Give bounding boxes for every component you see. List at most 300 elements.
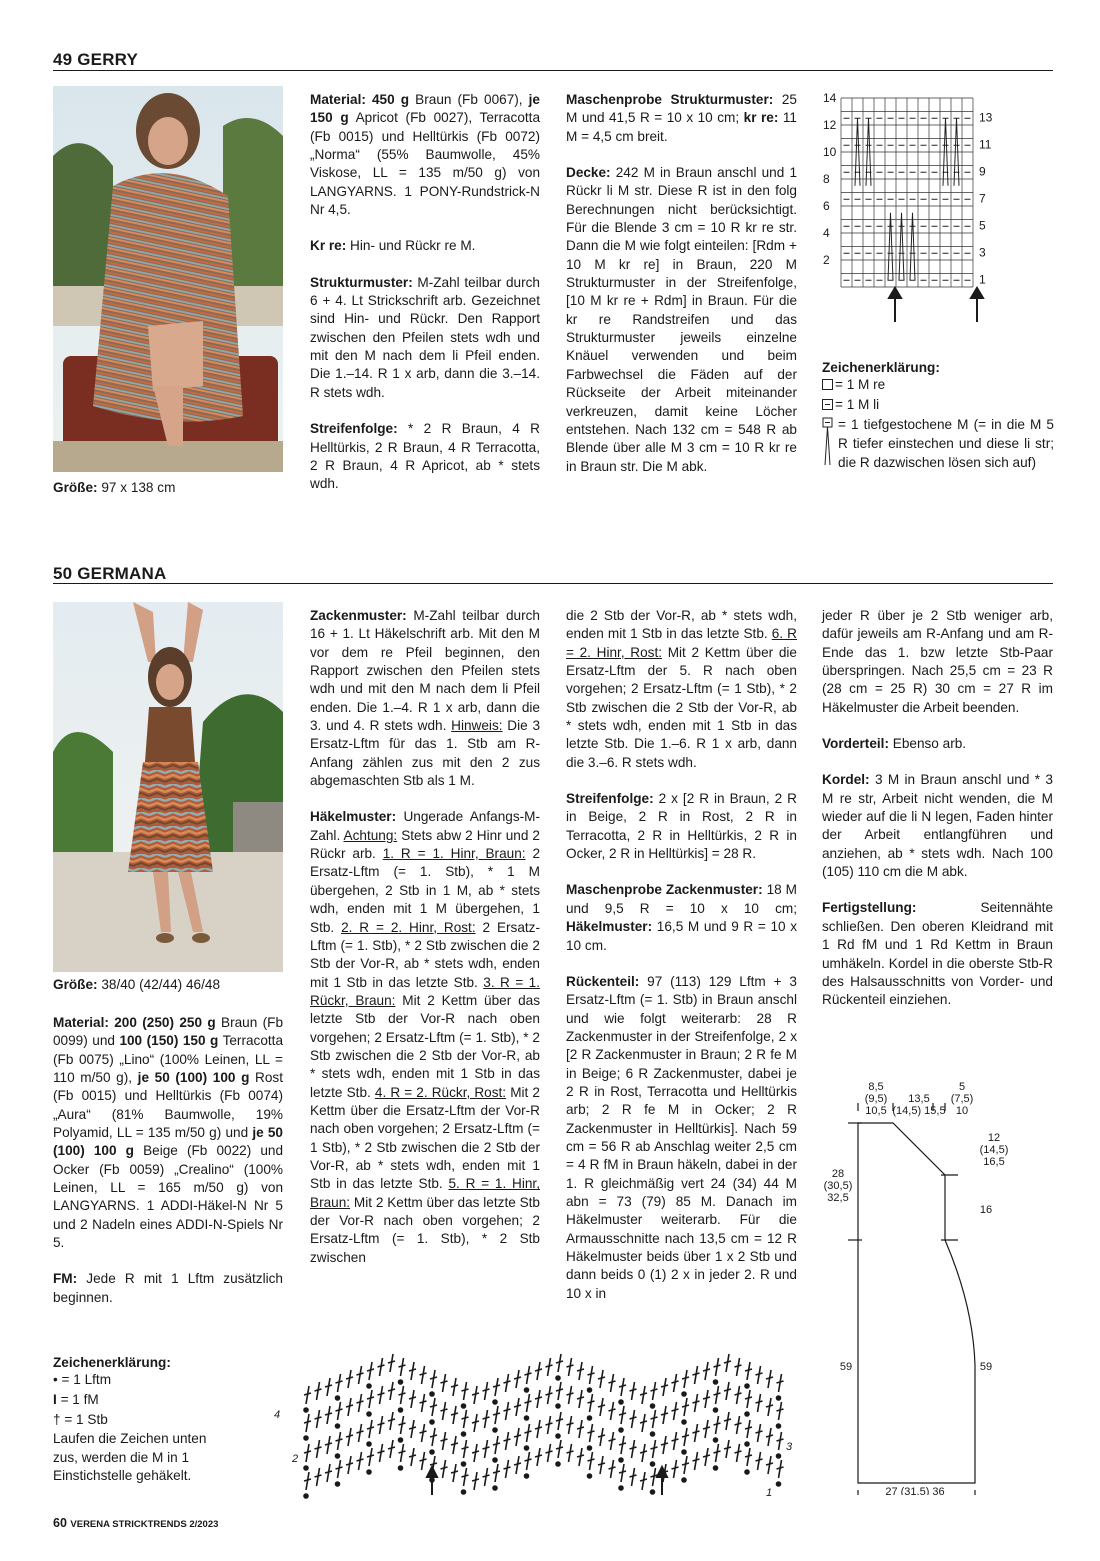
double-crochet-icon: †	[53, 1412, 61, 1427]
crochet-stitch-mark	[399, 1393, 406, 1395]
crochet-stitch-mark	[735, 1393, 742, 1395]
crochet-stitch-mark	[504, 1409, 511, 1411]
crochet-stitch-mark	[619, 1413, 626, 1415]
row-5-text: Mit 2 Kettm über das letzte Stb der Vor-R nach oben vorgehen; 2 Ersatz-Lftm (= 1. Stb), * 2 Stb zwischen	[310, 1194, 540, 1265]
dim-top-left-1: 8,5	[868, 1081, 884, 1093]
kordel-text: 3 M in Braun anschl und * 3 M re str, Arbeit nicht wenden, die M wieder auf die li N legen, Faden hinter der Arbeit entlangführen und anziehen, ab * stets wdh. Nach 100 (105) 110 cm die M abk.	[822, 772, 1053, 880]
material-amount-3: je 50 (100) 100 g	[137, 1070, 250, 1086]
crochet-stitch-mark	[462, 1475, 469, 1477]
row-1-label: 1. R = 1. Hinr, Braun:	[382, 846, 526, 862]
chart-arrow-left	[889, 288, 901, 322]
crochet-stitch-mark	[745, 1427, 752, 1429]
crochet-chain-mark	[399, 1380, 403, 1384]
continued-paragraph	[822, 607, 1053, 717]
crochet-stitch-mark	[714, 1423, 721, 1425]
crochet-stitch-mark	[724, 1447, 731, 1449]
dim-top-mid-2: (14,5) 15,5	[892, 1105, 946, 1117]
crochet-stitch-mark	[304, 1451, 311, 1453]
crochet-stitch-mark	[777, 1439, 784, 1441]
crochet-stitch-mark	[745, 1455, 752, 1457]
crochet-stitch-mark	[367, 1455, 374, 1457]
purl-symbol-icon	[822, 399, 833, 410]
crochet-stitch-mark	[535, 1397, 542, 1399]
chart-row-label: 12	[823, 118, 837, 132]
crochet-stitch-mark	[724, 1419, 731, 1421]
size-value: 97 x 138 cm	[101, 480, 176, 495]
crochet-chain-mark	[430, 1392, 434, 1396]
crochet-chain-mark	[399, 1438, 403, 1442]
crochet-stitch-mark	[766, 1435, 773, 1437]
crochet-stitch-mark	[682, 1435, 689, 1437]
crochet-stitch-mark	[588, 1431, 595, 1433]
crochet-stitch-mark	[556, 1389, 563, 1391]
crochet-stitch-mark	[451, 1471, 458, 1473]
crochet-stitch-mark	[399, 1451, 406, 1453]
zackenmuster-paragraph	[310, 607, 540, 790]
material-amount-2: 100 (150) 150 g	[119, 1033, 219, 1049]
legend-title: Zeichenerklärung:	[53, 1355, 171, 1370]
streifenfolge-paragraph	[310, 420, 540, 493]
crochet-chain-mark	[556, 1376, 560, 1380]
crochet-chain-mark	[304, 1436, 308, 1440]
crochet-stitch-mark	[735, 1451, 742, 1453]
vorderteil-paragraph	[822, 735, 1053, 753]
maschenprobe-paragraph	[566, 91, 797, 146]
dim-right-top-3: 16,5	[983, 1156, 1005, 1168]
dim-left-bottom: 59	[839, 1361, 853, 1373]
crochet-stitch-mark	[420, 1401, 427, 1403]
crochet-stitch-mark	[661, 1413, 668, 1415]
legend-row-single-crochet	[53, 1390, 208, 1410]
crochet-stitch-mark	[525, 1459, 532, 1461]
crochet-stitch-mark	[325, 1443, 332, 1445]
photo-germana	[53, 602, 283, 972]
crochet-chain-mark	[556, 1434, 560, 1438]
chart-row-label: 11	[979, 137, 992, 152]
section-title-gerry: 49 GERRY	[53, 50, 139, 69]
hinweis-text: Die 3 Ersatz-Lftm für das 1. Stb am R-Anfang zählen zus mit den 2 zus abgemaschten Stb als 1 M.	[310, 718, 541, 789]
dim-left-top-2: (30,5)	[823, 1180, 853, 1192]
magazine-name: VERENA STRICKTRENDS 2/2023	[70, 1519, 219, 1530]
crochet-chain-mark	[304, 1466, 308, 1470]
crochet-chain-mark	[682, 1392, 686, 1396]
maschenprobe-text-2: 11 M = 4,5 cm breit.	[566, 110, 797, 144]
crochet-chain-mark	[619, 1400, 623, 1404]
photo-gerry	[53, 86, 283, 472]
crochet-stitch-mark	[325, 1413, 332, 1415]
crochet-chain-mark	[777, 1396, 781, 1400]
crochet-stitch-mark	[682, 1377, 689, 1379]
crochet-chain-mark	[556, 1462, 560, 1466]
crochet-stitch-mark	[367, 1427, 374, 1429]
continued-paragraph	[566, 607, 797, 772]
crochet-stitch-mark	[409, 1427, 416, 1429]
crochet-stitch-mark	[567, 1393, 574, 1395]
crochet-stitch-mark	[693, 1401, 700, 1403]
crochet-stitch-mark	[735, 1423, 742, 1425]
page-number: 60	[53, 1516, 67, 1530]
legend-text: = 1 M li	[835, 397, 880, 412]
size-line-germana	[53, 977, 220, 992]
crochet-stitch-mark	[577, 1427, 584, 1429]
crochet-chain-mark	[462, 1432, 466, 1436]
crochet-chain-mark	[525, 1416, 529, 1420]
dim-right-mid: 16	[979, 1204, 993, 1216]
crochet-stitch-mark	[556, 1447, 563, 1449]
crochet-stitch-mark	[325, 1471, 332, 1473]
crochet-stitch-mark	[346, 1377, 353, 1379]
crochet-stitch-mark	[577, 1455, 584, 1457]
crochet-stitch-mark	[651, 1447, 658, 1449]
crochet-stitch-mark	[367, 1369, 374, 1371]
crochet-stitch-mark	[304, 1479, 311, 1481]
crochet-row-label-2: 2	[292, 1453, 299, 1465]
crochet-stitch-mark	[483, 1475, 490, 1477]
crochet-stitch-mark	[399, 1365, 406, 1367]
crochet-stitch-mark	[483, 1389, 490, 1391]
material-paragraph	[310, 91, 540, 219]
crochet-stitch-mark	[493, 1385, 500, 1387]
crochet-row-label-4: 4	[274, 1409, 281, 1421]
row-6-text: Mit 2 Kettm über die Ersatz-Lftm der 5. R nach oben vorgehen; 2 Ersatz-Lftm (= 1 Stb), * 2 Stb zwischen die 2 Stb der Vor-R, ab * stets wdh, enden mit 1 Stb in das letzte Stb. Die 1.–6. R 1 x arb, dann die 3.–6. R stets wdh.	[566, 644, 797, 770]
kordel-label: Kordel:	[822, 772, 870, 788]
crochet-stitch-mark	[651, 1389, 658, 1391]
fm-label: FM:	[53, 1271, 78, 1287]
crochet-stitch-mark	[325, 1385, 332, 1387]
crochet-stitch-mark	[336, 1439, 343, 1441]
crochet-stitch-mark	[504, 1381, 511, 1383]
crochet-chain-mark	[336, 1454, 340, 1458]
legend-row-purl	[822, 395, 1054, 415]
dim-top-mid-1: 13,5	[908, 1093, 930, 1105]
crochet-stitch-mark	[451, 1385, 458, 1387]
dim-top-left-2: (9,5)	[864, 1093, 888, 1105]
maschenprobe-label: Maschenprobe Zackenmuster:	[566, 882, 763, 898]
crochet-stitch-mark	[409, 1369, 416, 1371]
crochet-chain-mark	[714, 1438, 718, 1442]
germana-column-3	[566, 607, 797, 1321]
crochet-stitch-mark	[672, 1439, 679, 1441]
crochet-chain-mark	[714, 1408, 718, 1412]
legend-text: = 1 tiefgestochene M (= in die M 5 R tiefer einstechen und diese li str; die R dazwischen lösen sich auf)	[838, 417, 1054, 470]
legend-text: = 1 Lftm	[61, 1372, 112, 1387]
crochet-chain-mark	[745, 1384, 749, 1388]
fm-paragraph	[53, 1270, 283, 1307]
strukturmuster-paragraph	[310, 274, 540, 402]
crochet-chain-mark	[777, 1454, 781, 1458]
section-title-germana: 50 GERMANA	[53, 564, 167, 583]
crochet-chain-mark	[651, 1432, 655, 1436]
haekelmuster-text: Ungerade Anfangs-M-Zahl.	[310, 809, 540, 843]
crochet-stitch-mark	[630, 1389, 637, 1391]
crochet-stitch-mark	[672, 1409, 679, 1411]
schematic-outline	[858, 1123, 975, 1483]
size-line-gerry	[53, 480, 175, 495]
crochet-stitch-mark	[388, 1389, 395, 1391]
crochet-stitch-mark	[598, 1463, 605, 1465]
chart-row-label: 7	[979, 191, 986, 206]
crochet-chain-mark	[588, 1388, 592, 1392]
crochet-stitch-mark	[724, 1361, 731, 1363]
crochet-stitch-mark	[640, 1393, 647, 1395]
crochet-stitch-mark	[336, 1409, 343, 1411]
chart-row-label: 3	[979, 245, 986, 260]
crochet-stitch-mark	[577, 1397, 584, 1399]
size-label: Größe:	[53, 480, 98, 495]
continued-text: die 2 Stb der Vor-R, ab * stets wdh, enden mit 1 Stb in das letzte Stb.	[566, 608, 797, 642]
crochet-stitch-mark	[451, 1413, 458, 1415]
fm-text: Jede R mit 1 Lftm zusätzlich beginnen.	[53, 1271, 283, 1305]
crochet-stitch-mark	[598, 1377, 605, 1379]
streifenfolge-label: Streifenfolge:	[310, 421, 398, 437]
crochet-chain-mark	[651, 1462, 655, 1466]
crochet-stitch-mark	[556, 1361, 563, 1363]
crochet-stitch-mark	[357, 1401, 364, 1403]
crochet-stitch-mark	[315, 1475, 322, 1477]
vorderteil-label: Vorderteil:	[822, 736, 889, 752]
crochet-stitch-mark	[336, 1467, 343, 1469]
crochet-stitch-mark	[609, 1381, 616, 1383]
crochet-chain-mark	[367, 1470, 371, 1474]
crochet-stitch-mark	[525, 1431, 532, 1433]
material-label: Material:	[53, 1015, 109, 1030]
crochet-chain-mark	[745, 1412, 749, 1416]
legend-title: Zeichenerklärung:	[822, 360, 940, 375]
crochet-stitch-mark	[703, 1369, 710, 1371]
row-3-text: Mit 2 Kettm über das letzte Stb der Vor-R nach oben vorgehen; 2 Ersatz-Lftm (= 1. Stb), * 2 Stb zwischen die 2 Stb der Vor-R, ab * stets wdh, enden mit 1 Stb in das letzte Stb.	[310, 992, 541, 1100]
germana-column-4	[822, 607, 1053, 1028]
crochet-stitch-mark	[483, 1447, 490, 1449]
crochet-stitch-mark	[504, 1467, 511, 1469]
krre-text: Hin- und Rückr re M.	[350, 238, 476, 254]
crochet-stitch-mark	[703, 1455, 710, 1457]
chart-row-label: 6	[823, 199, 830, 213]
chart-row-label: 5	[979, 218, 986, 233]
crochet-chain-mark	[777, 1424, 781, 1428]
achtung-label: Achtung:	[343, 827, 398, 843]
crochet-chain-mark	[525, 1474, 529, 1478]
row-2-text: 2 Ersatz-Lftm (= 1. Stb), * 2 Stb zwischen die 2 Stb der Vor-R, ab * stets wdh, enden mit 1 Stb in das letzte Stb.	[310, 919, 540, 990]
crochet-stitch-mark	[640, 1451, 647, 1453]
chart-row-label: 9	[979, 164, 986, 179]
knit-symbol-icon	[822, 379, 833, 390]
zackenmuster-text: M-Zahl teilbar durch 16 + 1. Lt Häkelschrift arb. Mit den M vor dem re Pfeil beginnen, den Rapport zwischen den Pfeilen stets wdh und mit den M nach dem li Pfeil enden. Die 1.–4. R 1 x arb, dann die 3. und 4. R stets wdh.	[310, 608, 540, 734]
rueckenteil-label: Rückenteil:	[566, 973, 640, 989]
crochet-stitch-mark	[493, 1413, 500, 1415]
crochet-stitch-mark	[409, 1397, 416, 1399]
crochet-chain-mark	[493, 1400, 497, 1404]
crochet-stitch-mark	[430, 1435, 437, 1437]
crochet-stitch-mark	[451, 1443, 458, 1445]
material-label: Material:	[310, 92, 366, 107]
row-1-text: 2 Ersatz-Lftm (= 1. Stb), * 1 M übergehen, 2 Stb in 1 M, ab * stets wdh, enden mit 1 M übergehen, 1 Stb.	[310, 846, 540, 935]
legend-row-chain	[53, 1370, 208, 1390]
hinweis-label: Hinweis:	[451, 718, 503, 734]
crochet-chain-mark	[682, 1478, 686, 1482]
crochet-stitch-mark	[514, 1463, 521, 1465]
crochet-stitch-mark	[525, 1401, 532, 1403]
crochet-stitch-mark	[535, 1427, 542, 1429]
crochet-stitch-mark	[777, 1467, 784, 1469]
gerry-column-2	[566, 91, 797, 494]
crochet-stitch-mark	[661, 1443, 668, 1445]
crochet-stitch-mark	[472, 1479, 479, 1481]
dim-bottom: 27 (31,5) 36	[885, 1486, 945, 1495]
crochet-stitch-mark	[703, 1427, 710, 1429]
dim-top-right-3: 10	[955, 1105, 969, 1117]
crochet-stitch-mark	[504, 1439, 511, 1441]
decke-label: Decke:	[566, 165, 611, 181]
crochet-chain-mark	[304, 1494, 308, 1498]
crochet-stitch-mark	[346, 1463, 353, 1465]
krre-label: Kr re:	[310, 238, 347, 254]
crochet-stitch-mark	[472, 1451, 479, 1453]
crochet-stitch-mark	[735, 1365, 742, 1367]
germana-column-2	[310, 607, 540, 1285]
dim-top-right-1: 5	[958, 1081, 966, 1093]
crochet-stitch-mark	[493, 1471, 500, 1473]
chart-arrow-right	[971, 288, 983, 322]
crochet-stitch-mark	[619, 1385, 626, 1387]
haekelmuster-label: Häkelmuster:	[310, 809, 397, 825]
crochet-stitch-mark	[682, 1405, 689, 1407]
kordel-paragraph	[822, 771, 1053, 881]
germana-column-1	[53, 1014, 283, 1325]
crochet-stitch-mark	[483, 1417, 490, 1419]
crochet-chain-mark	[619, 1428, 623, 1432]
crochet-chain-mark	[525, 1388, 529, 1392]
rueckenteil-text: 97 (113) 129 Lftm + 3 Ersatz-Lftm (= 1. Stb) in Braun anschl und wie folgt weiterarb: 28 R Zackenmuster in der Streifenfolge, 2 x [2 R Zackenmuster in Braun; 2 R fe M in Beige; 6 R Zackenmuster, dabei je 2 R in Rost, Terracotta und Helltürkis arb; 2 R fe M in Ocker; 2 R Zackenmuster in Helltürkis]. Nach 59 cm = 56 R ab Anschlag weiter 2,5 cm = 4 R fM in Braun häkeln, dabei in der 1. R gleichmäßig vert 24 (34) 44 M abn = 73 (79) 85 M. Danach im Häkelmuster weiterarb. Für die Armausschnitte nach 13,5 cm = 12 R Häkelmuster beids über 1 x 2 Stb und dann beids 0 (1) 2 x in jeder 2. R und 10 x in	[566, 973, 797, 1301]
row-5-label: 5. R = 1. Hinr, Braun:	[310, 1176, 540, 1210]
crochet-stitch-mark	[766, 1405, 773, 1407]
crochet-stitch-mark	[441, 1381, 448, 1383]
rueckenteil-paragraph	[566, 973, 797, 1303]
crochet-stitch-mark	[535, 1369, 542, 1371]
strukturmuster-text: M-Zahl teilbar durch 6 + 4. Lt Strickschrift arb. Gezeichnet sind Hin- und Rückr. Den Rapport zwischen den Pfeilen stets wdh und mit den M nach dem li Pfeil enden. Die 1.–14. R 1 x arb, dann die 3.–14. R stets wdh.	[310, 274, 540, 400]
gerry-column-1	[310, 91, 540, 512]
crochet-stitch-mark	[546, 1423, 553, 1425]
crochet-stitch-mark	[378, 1393, 385, 1395]
crochet-stitch-mark	[430, 1405, 437, 1407]
maschenprobe-paragraph	[566, 881, 797, 954]
maschenprobe-text-2: 16,5 M und 9 R = 10 x 10 cm.	[566, 919, 797, 953]
material-text-4: Beige (Fb 0022) und Ocker (Fb 0059) „Crealino“ (100% Leinen, LL = 165 m/50 g) von LANGYARNS. 1 ADDI-Häkel-N Nr 5 und 2 Nadeln eines ADDI-N-Spiels Nr 5.	[53, 1143, 284, 1251]
crochet-stitch-mark	[420, 1373, 427, 1375]
crochet-stitch-mark	[661, 1385, 668, 1387]
crochet-stitch-mark	[346, 1405, 353, 1407]
crochet-stitch-mark	[420, 1459, 427, 1461]
crochet-chain-mark	[777, 1482, 781, 1486]
chart-row-label: 10	[823, 145, 837, 159]
crochet-chain-mark	[462, 1490, 466, 1494]
single-crochet-icon: I	[53, 1392, 57, 1407]
crochet-chain-mark	[588, 1474, 592, 1478]
streifenfolge-label: Streifenfolge:	[566, 791, 654, 807]
crochet-stitch-mark	[756, 1401, 763, 1403]
material-amount: 450 g	[372, 92, 410, 107]
dim-right-bottom: 59	[979, 1361, 993, 1373]
haekelmuster-text-2: Stets abw 2 Hinr und 2 Rückr arb.	[310, 827, 540, 862]
crochet-stitch-mark	[514, 1435, 521, 1437]
crochet-stitch-mark	[430, 1377, 437, 1379]
crochet-stitch-mark	[399, 1423, 406, 1425]
crochet-stitch-mark	[462, 1389, 469, 1391]
crochet-chain-mark	[399, 1408, 403, 1412]
crochet-stitch-mark	[588, 1373, 595, 1375]
crochet-chain-mark	[588, 1446, 592, 1450]
crochet-stitch-mark	[346, 1435, 353, 1437]
crochet-chain-mark	[399, 1466, 403, 1470]
crochet-stitch-mark	[640, 1479, 647, 1481]
crochet-stitch-mark	[609, 1409, 616, 1411]
crochet-chain-mark	[336, 1396, 340, 1400]
fertigstellung-paragraph	[822, 899, 1053, 1009]
crochet-stitch-mark	[588, 1459, 595, 1461]
crochet-stitch-mark	[525, 1373, 532, 1375]
crochet-stitch-mark	[630, 1417, 637, 1419]
crochet-chain-mark	[714, 1466, 718, 1470]
decke-paragraph	[566, 164, 797, 476]
crochet-chain-mark	[367, 1384, 371, 1388]
crochet-chain-mark	[367, 1442, 371, 1446]
crochet-stitch-mark	[357, 1373, 364, 1375]
legend-row-knit	[822, 375, 1054, 395]
crochet-stitch-mark	[714, 1451, 721, 1453]
crochet-stitch-mark	[756, 1431, 763, 1433]
crochet-stitch-mark	[304, 1421, 311, 1423]
crochet-stitch-mark	[388, 1361, 395, 1363]
crochet-stitch-mark	[598, 1405, 605, 1407]
crochet-stitch-mark	[430, 1463, 437, 1465]
crochet-stitch-mark	[756, 1373, 763, 1375]
legend-gerry	[822, 360, 1054, 472]
crochet-stitch-mark	[357, 1459, 364, 1461]
crochet-stitch-mark	[514, 1377, 521, 1379]
crochet-stitch-mark	[640, 1421, 647, 1423]
crochet-chain-mark	[336, 1482, 340, 1486]
material-text-2: Terracotta (Fb 0075) „Lino“ (100% Leinen, LL = 110 m/50 g),	[53, 1033, 284, 1086]
page-footer	[53, 1516, 218, 1530]
crochet-stitch-mark	[630, 1447, 637, 1449]
chart-row-label: 14	[823, 92, 837, 105]
legend-row-dropped	[822, 415, 1054, 472]
crochet-chain-mark	[619, 1458, 623, 1462]
legend-text: = 1 Stb	[64, 1412, 108, 1427]
size-label: Größe:	[53, 977, 98, 992]
crochet-chain-mark	[619, 1486, 623, 1490]
dropped-stitch-icon	[822, 417, 836, 467]
crochet-stitch-mark	[766, 1377, 773, 1379]
crochet-stitch-mark	[766, 1463, 773, 1465]
crochet-stitch-mark	[651, 1417, 658, 1419]
crochet-chain-mark	[367, 1412, 371, 1416]
crochet-chain-mark	[304, 1408, 308, 1412]
chart-row-label: 2	[823, 253, 830, 267]
crochet-stitch-mark	[462, 1417, 469, 1419]
material-amount: 200 (250) 250 g	[114, 1015, 216, 1030]
legend-row-double-crochet	[53, 1410, 208, 1430]
crochet-stitch-mark	[777, 1409, 784, 1411]
crochet-stitch-mark	[567, 1451, 574, 1453]
legend-text: = 1 M re	[835, 377, 886, 392]
crochet-stitch-mark	[672, 1381, 679, 1383]
knitting-chart	[815, 92, 1015, 332]
crochet-chain-mark	[651, 1490, 655, 1494]
crochet-stitch-mark	[588, 1401, 595, 1403]
legend-text: = 1 fM	[60, 1392, 99, 1407]
crochet-stitch-mark	[556, 1419, 563, 1421]
crochet-stitch-mark	[619, 1471, 626, 1473]
